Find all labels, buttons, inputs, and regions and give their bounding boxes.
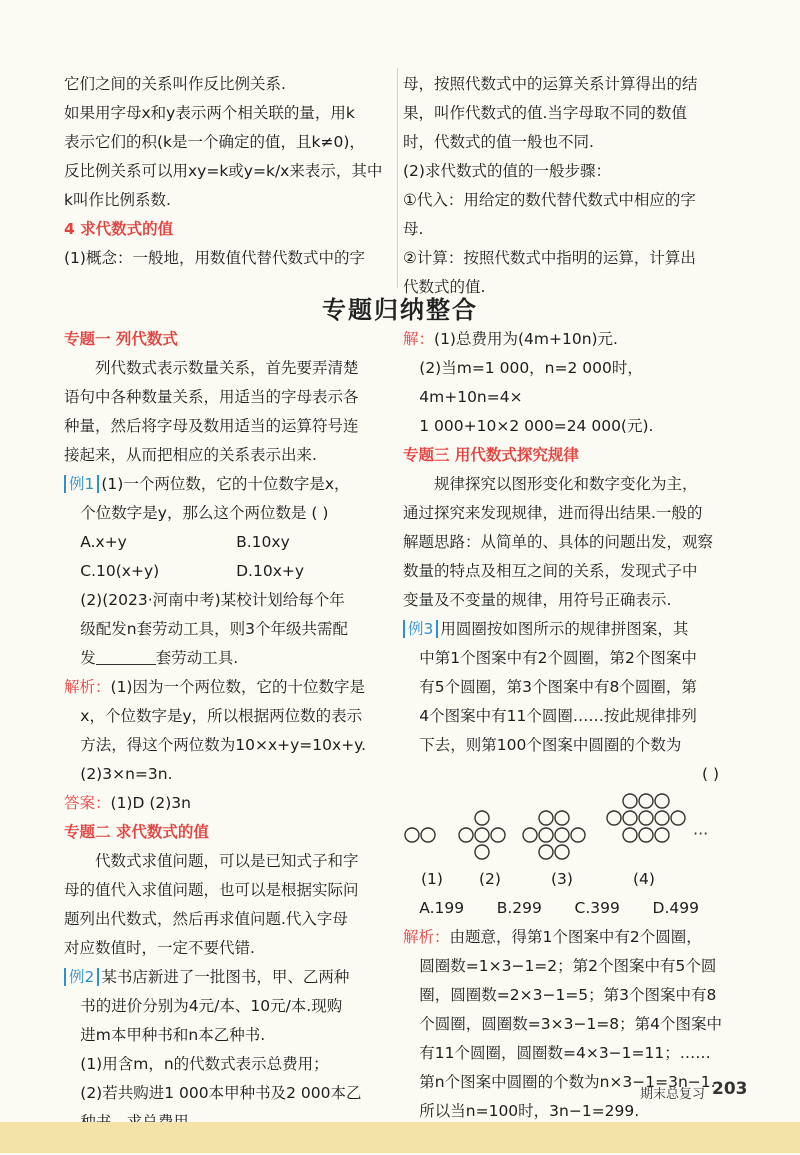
circle-pattern-figure: [403, 793, 739, 863]
text-line: 解题思路：从简单的、具体的问题出发，观察: [403, 533, 714, 551]
left-column: [64, 325, 392, 1137]
options-row: [64, 557, 392, 586]
text-line: 果，叫作代数式的值.当字母取不同的数值: [403, 104, 687, 122]
text-line: 书的进价分别为4元/本、10元/本.现购: [80, 997, 343, 1015]
text-line: 如果用字母x和y表示两个相关联的量，用k: [64, 104, 355, 122]
figure-labels: [403, 865, 739, 894]
circle-icon: [607, 811, 621, 825]
text-line: 规律探究以图形变化和数字变化为主，: [434, 475, 698, 493]
example1-question: 例1 (1)一个两位数，它的十位数字是x，: [64, 470, 392, 499]
text-line: 所以当n=100时，3n−1=299.: [419, 1102, 640, 1120]
text-line: 代数式求值问题，可以是已知式子和字: [95, 852, 359, 870]
circle-icon: [459, 828, 473, 842]
text-line: 表示它们的积(k是一个确定的值，且k≠0)，: [64, 133, 365, 151]
text-line: 通过探究来发现规律，进而得出结果.一般的: [403, 504, 703, 522]
circle-icon: [655, 811, 669, 825]
solution-line: 解析：由题意，得第1个图案中有2个圆圈，: [403, 928, 702, 946]
answer-line: 答案：(1)D (2)3n: [64, 794, 191, 812]
answer-paren: ( ): [701, 765, 719, 783]
text-line: 圈，圆圈数=2×3−1=5；第3个图案中有8: [419, 986, 717, 1004]
option-a: A.x+y: [80, 533, 127, 551]
text-line: 语句中各种数量关系，用适当的字母表示各: [64, 388, 359, 406]
page-number: 203: [712, 1079, 748, 1099]
circle-icon: [491, 828, 505, 842]
circle-pattern-svg: [403, 793, 739, 863]
text-line: 方法，得这个两位数为10×x+y=10x+y.: [80, 736, 367, 754]
option-d: D.499: [652, 899, 699, 917]
fill-blank-line: 发 套劳动工具.: [80, 649, 239, 667]
circle-icon: [655, 794, 669, 808]
circle-icon: [555, 828, 569, 842]
text-line: (1)用含m，n的代数式表示总费用；: [80, 1055, 329, 1073]
circle-icon: [671, 811, 685, 825]
option-c: C.10(x+y): [80, 562, 160, 580]
topic2-title: 专题二 求代数式的值: [64, 823, 209, 841]
solution-line: 解析：(1)因为一个两位数，它的十位数字是: [64, 678, 365, 696]
text-line: 第n个图案中圆圈的个数为n×3−1=3n−1.: [419, 1073, 716, 1091]
text-line: k叫作比例系数.: [64, 191, 171, 209]
subheading: 4 求代数式的值: [64, 220, 174, 238]
example-tag: 例2: [64, 968, 99, 986]
text-line: 变量及不变量的规律，用符号正确表示.: [403, 591, 672, 609]
text-line: (2)3×n=3n.: [80, 765, 173, 783]
answer-label: 答案：: [64, 794, 111, 812]
circle-icon: [639, 811, 653, 825]
text-line: 反比例关系可以用xy=k或y=k/x来表示，其中: [64, 162, 383, 180]
text-line: 4个图案中有11个圆圈……按此规律排列: [419, 707, 697, 725]
text-line: 有5个圆圈，第3个图案中有8个圆圈，第: [419, 678, 697, 696]
text-line: 接起来，从而把相应的关系表示出来.: [64, 446, 317, 464]
text-line: 有11个圆圈，圆圈数=4×3−1=11；……: [419, 1044, 711, 1062]
text-line: ①代入：用给定的数代替代数式中相应的字: [403, 191, 696, 209]
ellipsis-mark: ···: [693, 824, 709, 843]
text-line: 代数式的值.: [403, 278, 486, 296]
figure-label-4: (4): [633, 870, 655, 888]
text-line: 列代数式表示数量关系，首先要弄清楚: [95, 359, 359, 377]
text-line: 题列出代数式，然后再求值问题.代入字母: [64, 910, 348, 928]
option-a: A.199: [419, 899, 465, 917]
topic1-title: 专题一 列代数式: [64, 330, 178, 348]
text-line: 下去，则第100个图案中圆圈的个数为: [419, 736, 682, 754]
circle-icon: [555, 845, 569, 859]
circle-icon: [539, 845, 553, 859]
text-line: (2)求代数式的值的一般步骤：: [403, 162, 611, 180]
circle-icon: [623, 828, 637, 842]
text-line: 个位数字是y，那么这个两位数是 ( ): [80, 504, 329, 522]
solution-label: 解：: [403, 330, 435, 348]
options-row: [403, 894, 739, 923]
circle-icon: [475, 828, 489, 842]
figure-label-2: (2): [479, 870, 501, 888]
circle-icon: [623, 811, 637, 825]
options-row: [64, 528, 392, 557]
text-line: 母的值代入求值问题，也可以是根据实际问: [64, 881, 359, 899]
top-left-column: [64, 70, 390, 273]
solution-label: 解析：: [403, 928, 450, 946]
circle-icon: [475, 845, 489, 859]
figure-label-1: (1): [421, 870, 443, 888]
text-line: 它们之间的关系叫作反比例关系.: [64, 75, 286, 93]
text-line: 种量，然后将字母及数用适当的运算符号连: [64, 417, 359, 435]
circle-icon: [475, 811, 489, 825]
solution-line: 解：(1)总费用为(4m+10n)元.: [403, 330, 618, 348]
answer-blank: [96, 650, 156, 665]
figure-label-3: (3): [551, 870, 573, 888]
text-line: (1)概念：一般地，用数值代替代数式中的字: [64, 249, 365, 267]
circle-icon: [639, 794, 653, 808]
text-line: ②计算：按照代数式中指明的运算，计算出: [403, 249, 696, 267]
text-line: 母.: [403, 220, 424, 238]
text-line: 1 000+10×2 000=24 000(元).: [419, 417, 654, 435]
top-right-column: [403, 70, 739, 302]
option-b: B.299: [496, 899, 542, 917]
text-line: 进m本甲种书和n本乙种书.: [80, 1026, 266, 1044]
circle-icon: [655, 828, 669, 842]
text-line: 级配发n套劳动工具，则3个年级共需配: [80, 620, 348, 638]
circle-icon: [421, 828, 435, 842]
bottom-color-band: [0, 1122, 800, 1153]
example-tag: 例3: [403, 620, 438, 638]
example2-question: 例2 某书店新进了一批图书，甲、乙两种: [64, 963, 392, 992]
circle-icon: [639, 828, 653, 842]
footer-section-name: 期末总复习: [640, 1087, 706, 1102]
circle-icon: [555, 811, 569, 825]
column-divider: [397, 68, 398, 288]
solution-label: 解析：: [64, 678, 111, 696]
text-line: 圆圈数=1×3−1=2；第2个图案中有5个圆: [419, 957, 717, 975]
text-line: (2)当m=1 000，n=2 000时，4m+10n=4×: [419, 359, 643, 406]
text-line: 数量的特点及相互之间的关系，发现式子中: [403, 562, 698, 580]
circle-icon: [539, 811, 553, 825]
text-line: (2)若共购进1 000本甲种书及2 000本乙: [80, 1084, 362, 1102]
text-line: (2)(2023·河南中考)某校计划给每个年: [80, 591, 345, 609]
circle-icon: [405, 828, 419, 842]
topic3-title: 专题三 用代数式探究规律: [403, 446, 579, 464]
section-title: 专题归纳整合: [322, 295, 478, 324]
text-line: 中第1个图案中有2个圆圈，第2个图案中: [419, 649, 697, 667]
text-line: x，个位数字是y，所以根据两位数的表示: [80, 707, 363, 725]
text-line: 母，按照代数式中的运算关系计算得出的结: [403, 75, 698, 93]
text-line: 时，代数式的值一般也不同.: [403, 133, 594, 151]
right-column: [403, 325, 739, 1155]
option-c: C.399: [574, 899, 620, 917]
text-line: 个圆圈，圆圈数=3×3−1=8；第4个图案中: [419, 1015, 723, 1033]
example3-question: 例3 用圆圈按如图所示的规律拼图案，其: [403, 615, 739, 644]
circle-icon: [623, 794, 637, 808]
circle-icon: [571, 828, 585, 842]
circle-icon: [523, 828, 537, 842]
text-line: 对应数值时，一定不要代错.: [64, 939, 255, 957]
example-tag: 例1: [64, 475, 99, 493]
option-d: D.10x+y: [236, 562, 305, 580]
option-b: B.10xy: [236, 533, 290, 551]
circle-icon: [539, 828, 553, 842]
